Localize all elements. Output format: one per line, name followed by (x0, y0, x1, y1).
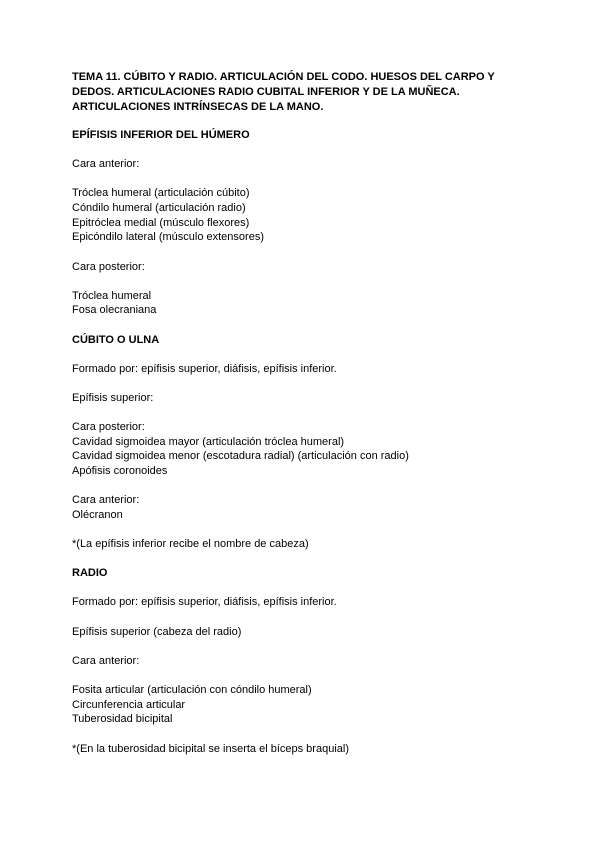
text-line: Tróclea humeral (72, 289, 152, 302)
text-line: Epífisis superior: (72, 391, 154, 404)
text-line: Circunferencia articular (72, 698, 186, 711)
document-title: TEMA 11. CÚBITO Y RADIO. ARTICULACIÓN DEL CODO. HUESOS DEL CARPO Y DEDOS. ARTICULACIONES RADIO CUBITAL INFERIOR Y DE LA MUÑECA. ARTICULACIONES INTRÍNSECAS DE LA MANO. (72, 71, 495, 113)
text-line: *(La epífisis inferior recibe el nombre de cabeza) (72, 538, 309, 551)
text-line: Olécranon (72, 509, 123, 522)
text-line: Cavidad sigmoidea mayor (articulación tróclea humeral) (72, 435, 345, 448)
text-line: Cara anterior: (72, 494, 140, 507)
section-radio (72, 566, 532, 756)
section-heading: RADIO (72, 567, 108, 580)
paragraph (72, 289, 532, 318)
paragraph (72, 260, 532, 275)
section-heading: EPÍFISIS INFERIOR DEL HÚMERO (72, 129, 250, 141)
text-line: Fosa olecraniana (72, 304, 157, 317)
paragraph (72, 625, 532, 640)
paragraph (72, 157, 532, 172)
paragraph (72, 362, 532, 377)
paragraph (72, 742, 532, 757)
paragraph (72, 186, 532, 245)
text-line: Formado por: epífisis superior, diáfisis, epífisis inferior. (72, 596, 337, 609)
paragraph (72, 493, 532, 522)
paragraph (72, 683, 532, 727)
text-line: Cara anterior: (72, 158, 140, 170)
text-line: Epicóndilo lateral (músculo extensores) (72, 231, 264, 244)
text-line: Cavidad sigmoidea menor (escotadura radial) (articulación con radio) (72, 450, 409, 463)
paragraph (72, 391, 532, 406)
paragraph (72, 654, 532, 669)
text-line: Epitróclea medial (músculo flexores) (72, 216, 250, 229)
text-line: Apófisis coronoides (72, 465, 168, 478)
paragraph (72, 537, 532, 552)
paragraph (72, 595, 532, 610)
section-epifisis-inferior-humero (72, 128, 532, 318)
text-line: Epífisis superior (cabeza del radio) (72, 625, 242, 638)
text-line: Tróclea humeral (articulación cúbito) (72, 187, 250, 200)
section-heading: CÚBITO O ULNA (72, 333, 160, 346)
paragraph (72, 420, 532, 479)
text-line: Tuberosidad bicipital (72, 713, 173, 726)
text-line: Cara anterior: (72, 654, 140, 667)
text-line: Cóndilo humeral (articulación radio) (72, 201, 246, 214)
text-line: Cara posterior: (72, 421, 145, 434)
text-line: Cara posterior: (72, 260, 145, 273)
text-line: *(En la tuberosidad bicipital se inserta el bíceps braquial) (72, 742, 349, 755)
section-cubito-ulna (72, 333, 532, 552)
text-line: Fosita articular (articulación con cóndilo humeral) (72, 684, 312, 697)
text-line: Formado por: epífisis superior, diáfisis, epífisis inferior. (72, 362, 337, 375)
document-page (72, 70, 532, 771)
